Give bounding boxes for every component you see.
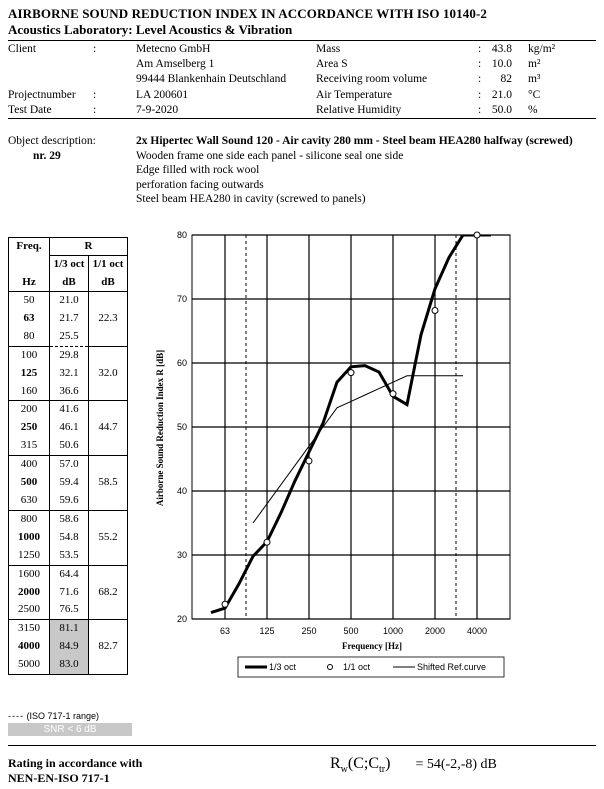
project-colon: : (93, 89, 97, 101)
table-frequency-cell: 1250 (9, 547, 50, 565)
client-address-line1: Am Amselberg 1 (136, 58, 215, 70)
info-rule (8, 118, 596, 119)
object-line-1: Wooden frame one side each panel - silicone seal one side (136, 150, 404, 162)
air-temperature-label: Air Temperature (316, 89, 392, 101)
table-frequency-cell: 2000 (9, 584, 50, 602)
octave-header: 1/1 oct (89, 256, 128, 274)
table-third-octave-value: 54.8 (50, 529, 89, 547)
x-tick-label: 125 (259, 626, 275, 636)
y-tick-label: 20 (176, 614, 187, 624)
table-frequency-cell: 4000 (9, 638, 50, 656)
humidity-unit: % (528, 104, 538, 116)
freq-header-blank (9, 256, 50, 274)
report-title: AIRBORNE SOUND REDUCTION INDEX IN ACCORDANCE WITH ISO 10140-2 (8, 6, 487, 21)
y-axis-label: Airborne Sound Reduction Index R [dB] (155, 349, 165, 507)
y-tick-label: 70 (176, 294, 187, 304)
freq-header: Freq. (9, 238, 50, 256)
room-volume-label: Receiving room volume (316, 73, 428, 85)
table-third-octave-value: 29.8 (50, 346, 89, 364)
table-frequency-cell: 400 (9, 456, 50, 474)
table-frequency-cell: 50 (9, 292, 50, 310)
table-third-octave-value: 53.5 (50, 547, 89, 565)
table-frequency-cell: 250 (9, 419, 50, 437)
rating-label-line2: NEN-EN-ISO 717-1 (8, 771, 110, 785)
legend-octave-label: 1/1 oct (343, 662, 371, 672)
table-third-octave-value: 50.6 (50, 437, 89, 455)
client-label: Client (8, 43, 37, 55)
humidity-value: 50.0 (491, 104, 512, 116)
iso-range-dash-icon: ---- (8, 711, 24, 721)
table-third-octave-value: 83.0 (50, 656, 89, 674)
test-date-value: 7-9-2020 (136, 104, 179, 116)
table-frequency-cell: 500 (9, 474, 50, 492)
table-third-octave-value: 84.9 (50, 638, 89, 656)
y-tick-label: 60 (176, 358, 187, 368)
header-rule (8, 40, 596, 41)
octave-marker-2000 (432, 308, 438, 314)
y-tick-label: 80 (176, 230, 187, 240)
table-third-octave-value: 59.4 (50, 474, 89, 492)
room-volume-unit: m³ (528, 73, 541, 85)
sound-reduction-chart (150, 225, 530, 690)
third-octave-header: 1/3 oct (50, 256, 89, 274)
iso-range-note (8, 711, 99, 721)
hz-unit: Hz (9, 273, 50, 292)
test-date-label: Test Date (8, 104, 52, 116)
x-tick-label: 2000 (424, 626, 446, 636)
area-unit: m² (528, 58, 541, 70)
object-number: nr. 29 (33, 150, 61, 162)
project-number: LA 200601 (136, 89, 189, 101)
db-unit-third: dB (50, 273, 89, 292)
object-title: 2x Hipertec Wall Sound 120 - Air cavity 280 mm - Steel beam HEA280 halfway (screwed) (136, 135, 573, 147)
table-third-octave-value: 81.1 (50, 620, 89, 638)
table-third-octave-value: 36.6 (50, 383, 89, 401)
table-frequency-cell: 315 (9, 437, 50, 455)
mass-value: 43.8 (491, 43, 512, 55)
chart-legend (238, 657, 504, 677)
rating-label-line1: Rating in accordance with (8, 756, 143, 770)
room-volume-value: 82 (500, 73, 512, 85)
table-frequency-cell: 1600 (9, 565, 50, 583)
table-octave-value: 22.3 (89, 292, 128, 347)
object-description-label: Object description: (8, 135, 96, 147)
area-label: Area S (316, 58, 348, 70)
x-axis-label: Frequency [Hz] (341, 641, 403, 651)
frequency-table (8, 237, 128, 675)
table-third-octave-value: 46.1 (50, 419, 89, 437)
x-tick-label: 500 (343, 626, 359, 636)
client-address-line2: 99444 Blankenhain Deutschland (136, 73, 287, 85)
table-frequency-cell: 630 (9, 492, 50, 510)
table-octave-value: 55.2 (89, 510, 128, 565)
table-third-octave-value: 25.5 (50, 328, 89, 346)
mass-colon: : (478, 43, 482, 55)
table-octave-value: 68.2 (89, 565, 128, 620)
air-temperature-unit: °C (528, 89, 541, 101)
table-frequency-cell: 1000 (9, 529, 50, 547)
air-temperature-colon: : (478, 89, 482, 101)
octave-marker-500 (348, 370, 354, 376)
octave-marker-63 (222, 601, 228, 607)
area-colon: : (478, 58, 482, 70)
snr-note: SNR < 6 dB (8, 723, 132, 736)
x-tick-label: 63 (219, 626, 231, 636)
table-frequency-cell: 63 (9, 310, 50, 328)
table-frequency-cell: 3150 (9, 620, 50, 638)
y-tick-label: 40 (176, 486, 187, 496)
y-tick-label: 30 (176, 550, 187, 560)
legend-third-octave-label: 1/3 oct (269, 662, 297, 672)
test-date-colon: : (93, 104, 97, 116)
table-frequency-cell: 160 (9, 383, 50, 401)
project-label: Projectnumber (8, 89, 76, 101)
humidity-label: Relative Humidity (316, 104, 402, 116)
table-frequency-cell: 2500 (9, 601, 50, 619)
table-third-octave-value: 59.6 (50, 492, 89, 510)
table-third-octave-value: 41.6 (50, 401, 89, 419)
rating-rule (8, 745, 596, 746)
client-colon: : (93, 43, 97, 55)
y-tick-label: 50 (176, 422, 187, 432)
object-line-4: Steel beam HEA280 in cavity (screwed to panels) (136, 193, 366, 205)
x-tick-label: 4000 (466, 626, 488, 636)
mass-label: Mass (316, 43, 341, 55)
rating-formula (330, 755, 497, 775)
client-name: Metecno GmbH (136, 43, 211, 55)
x-tick-label: 250 (301, 626, 317, 636)
rating-value: = 54(-2,-8) dB (415, 757, 497, 772)
table-frequency-cell: 100 (9, 346, 50, 364)
table-octave-value: 82.7 (89, 620, 128, 675)
object-line-2: Edge filled with rock wool (136, 164, 260, 176)
table-frequency-cell: 5000 (9, 656, 50, 674)
table-third-octave-value: 58.6 (50, 510, 89, 528)
table-octave-value: 32.0 (89, 346, 128, 401)
table-third-octave-value: 57.0 (50, 456, 89, 474)
chart-axes (177, 230, 510, 636)
object-line-3: perforation facing outwards (136, 179, 264, 191)
air-temperature-value: 21.0 (491, 89, 512, 101)
table-frequency-cell: 800 (9, 510, 50, 528)
octave-marker-4000 (474, 232, 480, 238)
table-octave-value: 58.5 (89, 456, 128, 511)
table-frequency-cell: 80 (9, 328, 50, 346)
octave-marker-125 (264, 539, 270, 545)
shifted-reference-curve (253, 376, 463, 523)
room-volume-colon: : (478, 73, 482, 85)
legend-ref-curve-label: Shifted Ref.curve (417, 662, 487, 672)
r-header: R (50, 238, 128, 256)
chart-grid (192, 235, 510, 619)
octave-marker-250 (306, 458, 312, 464)
iso-range-text: (ISO 717-1 range) (26, 711, 100, 721)
legend-octave-swatch (328, 665, 333, 670)
table-third-octave-value: 32.1 (50, 365, 89, 383)
octave-marker-1000 (390, 391, 396, 397)
table-third-octave-value: 71.6 (50, 584, 89, 602)
table-frequency-cell: 200 (9, 401, 50, 419)
table-third-octave-value: 21.0 (50, 292, 89, 310)
rating-label (8, 756, 142, 786)
table-octave-value: 44.7 (89, 401, 128, 456)
db-unit-octave: dB (89, 273, 128, 292)
humidity-colon: : (478, 104, 482, 116)
table-third-octave-value: 76.5 (50, 601, 89, 619)
rating-symbol: $R_w(C;C_{tr})$ (330, 755, 391, 776)
table-third-octave-value: 21.7 (50, 310, 89, 328)
x-tick-label: 1000 (382, 626, 404, 636)
mass-unit: kg/m² (528, 43, 556, 55)
laboratory-name: Acoustics Laboratory: Level Acoustics & Vibration (8, 22, 293, 37)
table-frequency-cell: 125 (9, 365, 50, 383)
area-value: 10.0 (491, 58, 512, 70)
table-third-octave-value: 64.4 (50, 565, 89, 583)
